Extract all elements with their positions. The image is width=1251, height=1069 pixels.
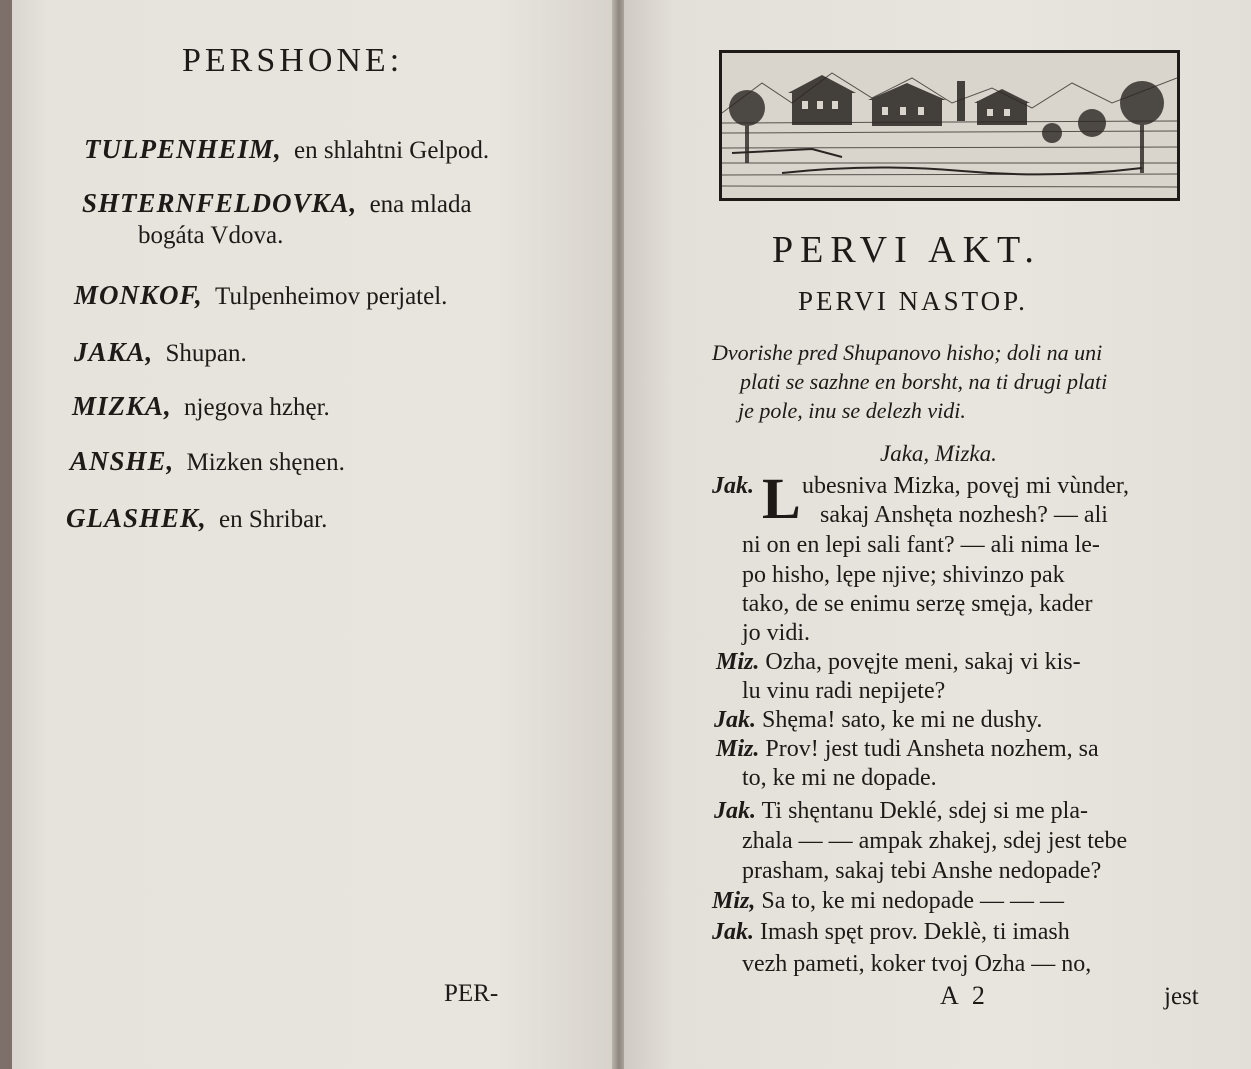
dialogue-line-text: tako, de se enimu serzę smęja, kader <box>742 591 1093 617</box>
character-description-continued: bogáta Vdova. <box>138 222 284 249</box>
stage-direction-line: je pole, inu se delezh vidi. <box>738 398 966 423</box>
dialogue-line-text: Ozha, povęjte meni, sakaj vi kis- <box>765 649 1081 675</box>
character-entry <box>84 134 489 165</box>
right-page <box>624 0 1251 1069</box>
dialogue-line <box>716 735 1099 764</box>
character-description: Shupan. <box>165 340 247 367</box>
character-description: Tulpenheimov perjatel. <box>215 283 448 310</box>
stage-direction-line: Dvorishe pred Shupanovo hisho; doli na uni <box>712 340 1103 365</box>
speaker-label: Miz. <box>716 649 760 675</box>
catchword: PER- <box>444 980 499 1007</box>
character-entry <box>70 446 345 477</box>
dialogue-line <box>712 887 1064 916</box>
dialogue-line-text: vezh pameti, koker tvoj Ozha — no, <box>742 951 1092 977</box>
landscape-woodcut-icon <box>719 50 1180 201</box>
page-heading: PERSHONE: <box>182 42 404 79</box>
dialogue-line-text: prasham, sakaj tebi Anshe nedopade? <box>742 858 1102 884</box>
dialogue-line <box>714 797 1088 826</box>
character-entry <box>74 337 247 368</box>
speaker-label: Miz. <box>716 736 760 762</box>
speaker-label: Jak. <box>714 707 756 733</box>
catchword: jest <box>1164 983 1199 1010</box>
character-entry <box>82 188 472 219</box>
character-name: MIZKA, <box>72 391 172 421</box>
character-description: ena mlada <box>369 191 472 218</box>
character-name: SHTERNFELDOVKA, <box>82 188 358 218</box>
scene-persons: Jaka, Mizka. <box>880 441 997 466</box>
drop-capital: L <box>762 466 801 531</box>
character-name: TULPENHEIM, <box>84 134 282 164</box>
dialogue-line-text: Sa to, ke mi nedopade — — — <box>761 888 1064 914</box>
speaker-label: Jak. <box>712 473 754 499</box>
dialogue-line-text: Imash spęt prov. Deklè, ti imash <box>760 919 1070 945</box>
dialogue-line-text: Shęma! sato, ke mi ne dushy. <box>762 707 1043 733</box>
dialogue-line-text: Prov! jest tudi Ansheta nozhem, sa <box>765 736 1099 762</box>
scene-title: PERVI NASTOP. <box>798 286 1028 316</box>
speaker-label: Miz, <box>712 888 756 914</box>
stage-direction-line: plati se sazhne en borsht, na ti drugi plati <box>740 369 1108 394</box>
dialogue-line-text: po hisho, lępe njive; shivinzo pak <box>742 562 1065 588</box>
dialogue-line-text: ni on en lepi sali fant? — ali nima le- <box>742 532 1100 558</box>
act-title: PERVI AKT. <box>772 229 1041 271</box>
dialogue-line-text: jo vidi. <box>742 620 811 646</box>
speaker-label: Jak. <box>714 798 756 824</box>
dialogue-line-text: zhala — — ampak zhakej, sdej jest tebe <box>742 828 1128 854</box>
character-description: njegova hzhęr. <box>184 394 330 421</box>
dialogue-line-text: sakaj Anshęta nozhesh? — ali <box>820 502 1108 528</box>
character-name: MONKOF, <box>74 280 203 310</box>
dialogue-line <box>712 472 754 501</box>
dialogue-line <box>714 706 1042 735</box>
dialogue-line-text: lu vinu radi nepijete? <box>742 678 946 704</box>
dialogue-line-text: Ti shęntanu Deklé, sdej si me pla- <box>761 798 1088 824</box>
character-name: GLASHEK, <box>66 503 207 533</box>
character-entry <box>74 280 447 311</box>
character-description: Mizken shęnen. <box>186 449 345 476</box>
character-entry <box>66 503 327 534</box>
dialogue-line-text: to, ke mi ne dopade. <box>742 765 937 791</box>
speaker-label: Jak. <box>712 919 754 945</box>
character-description: en Shribar. <box>219 506 328 533</box>
character-description: en shlahtni Gelpod. <box>294 137 490 164</box>
dialogue-line <box>716 648 1081 677</box>
dialogue-line-text: ubesniva Mizka, povęj mi vùnder, <box>802 473 1129 499</box>
character-entry <box>72 391 330 422</box>
character-name: JAKA, <box>74 337 154 367</box>
character-name: ANSHE, <box>70 446 175 476</box>
dialogue-line <box>712 918 1070 947</box>
left-page <box>12 0 618 1069</box>
signature-mark: A 2 <box>940 981 989 1010</box>
